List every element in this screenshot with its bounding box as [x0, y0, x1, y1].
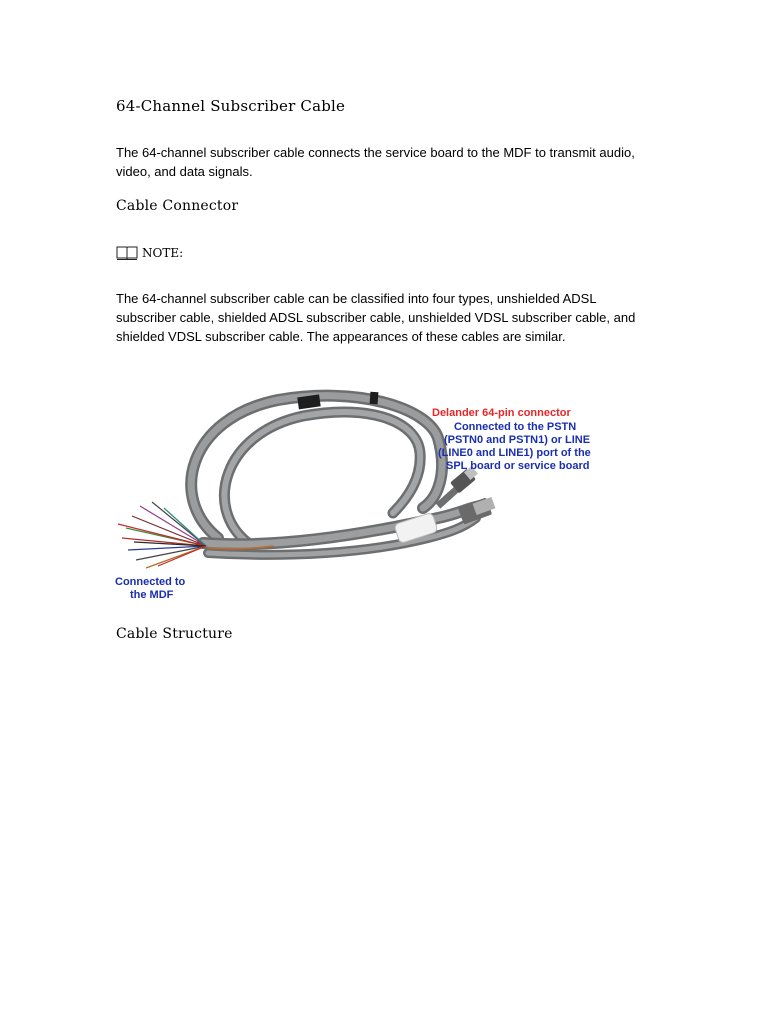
note-label: NOTE: [142, 246, 184, 260]
page-title: 64-Channel Subscriber Cable [116, 97, 346, 115]
label-connector-title: Delander 64-pin connector [432, 407, 571, 419]
label-connector-line-3: (LINE0 and LINE1) port of the [438, 447, 591, 459]
intro-paragraph: The 64-channel subscriber cable connects the service board to the MDF to transmit audio, video, and data signals. [116, 145, 635, 179]
label-mdf-line-1: Connected to [115, 576, 186, 588]
section-heading-cable-connector: Cable Connector [116, 198, 239, 214]
cable-types-paragraph: The 64-channel subscriber cable can be classified into four types, unshielded ADSL subscriber cable, shielded ADSL subscriber cable, unshielded VDSL subscriber cable, and shielded VDSL subscriber cable. The appearances of these cables are similar. [116, 291, 636, 344]
book-icon [116, 245, 138, 261]
label-connector-line-2: (PSTN0 and PSTN1) or LINE [444, 434, 591, 446]
section-heading-cable-structure: Cable Structure [116, 626, 233, 642]
note-callout [116, 243, 183, 263]
label-connector-line-4: SPL board or service board [446, 460, 590, 472]
label-mdf-line-2: the MDF [130, 589, 174, 601]
cable-figure [108, 378, 608, 608]
label-connector-line-1: Connected to the PSTN [454, 421, 577, 433]
